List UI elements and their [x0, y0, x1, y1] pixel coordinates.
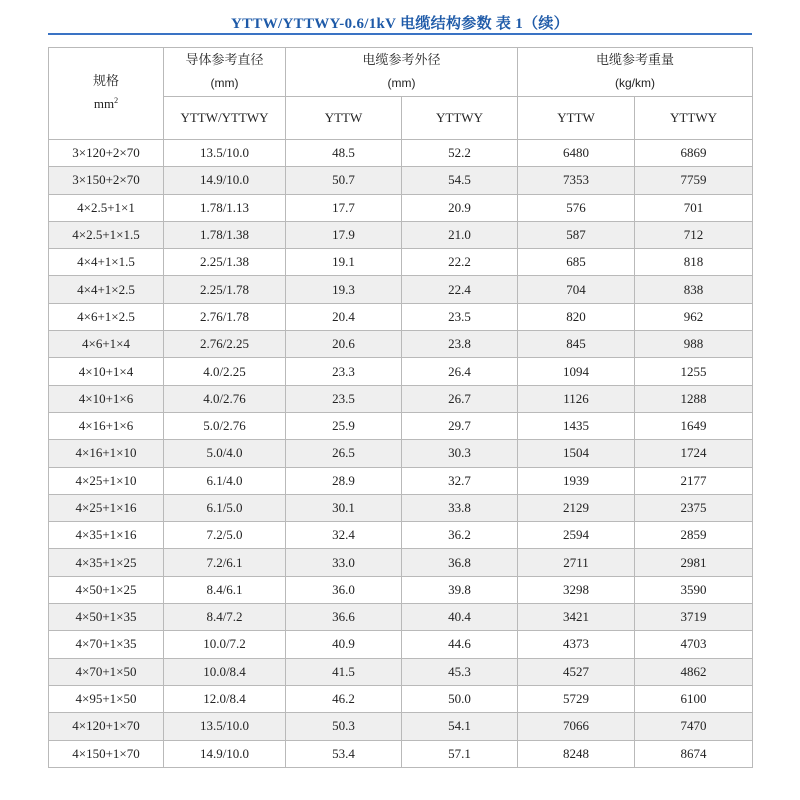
- conductor-diameter-cell: 6.1/5.0: [164, 494, 286, 521]
- table-row: [49, 685, 753, 712]
- weight-yttwy-cell: 4703: [635, 631, 753, 658]
- table-body: [49, 140, 753, 768]
- spec-cell: 3×120+2×70: [49, 140, 164, 167]
- spec-cell: 4×4+1×2.5: [49, 276, 164, 303]
- table-row: [49, 494, 753, 521]
- od-yttwy-cell: 26.7: [402, 385, 518, 412]
- spec-cell: 4×2.5+1×1.5: [49, 221, 164, 248]
- table-row: [49, 249, 753, 276]
- od-subheader-yttw: YTTW: [286, 97, 402, 140]
- od-yttwy-cell: 23.8: [402, 331, 518, 358]
- spec-cell: 4×16+1×10: [49, 440, 164, 467]
- od-yttwy-cell: 44.6: [402, 631, 518, 658]
- weight-yttw-cell: 1126: [518, 385, 635, 412]
- weight-yttw-cell: 587: [518, 221, 635, 248]
- weight-unit: (kg/km): [615, 76, 656, 90]
- conductor-diameter-cell: 13.5/10.0: [164, 140, 286, 167]
- weight-yttwy-cell: 8674: [635, 740, 753, 767]
- spec-cell: 4×95+1×50: [49, 685, 164, 712]
- weight-yttwy-cell: 1649: [635, 412, 753, 439]
- weight-yttwy-cell: 7759: [635, 167, 753, 194]
- weight-yttw-cell: 4527: [518, 658, 635, 685]
- spec-cell: 4×6+1×2.5: [49, 303, 164, 330]
- od-yttw-cell: 17.7: [286, 194, 402, 221]
- conductor-diameter-cell: 1.78/1.13: [164, 194, 286, 221]
- table-title: YTTW/YTTWY-0.6/1kV 电缆结构参数 表 1（续）: [231, 16, 569, 32]
- od-yttwy-cell: 21.0: [402, 221, 518, 248]
- conductor-diameter-cell: 8.4/6.1: [164, 576, 286, 603]
- table-row: [49, 276, 753, 303]
- weight-yttw-cell: 7066: [518, 713, 635, 740]
- conductor-diameter-header: [164, 48, 286, 97]
- weight-yttwy-cell: 6869: [635, 140, 753, 167]
- weight-yttw-cell: 1094: [518, 358, 635, 385]
- weight-yttw-cell: 820: [518, 303, 635, 330]
- table-row: [49, 167, 753, 194]
- od-yttw-cell: 19.1: [286, 249, 402, 276]
- spec-cell: 4×35+1×25: [49, 549, 164, 576]
- od-yttw-cell: 36.6: [286, 604, 402, 631]
- table-row: [49, 576, 753, 603]
- weight-yttwy-cell: 2375: [635, 494, 753, 521]
- table-row: [49, 713, 753, 740]
- od-yttw-cell: 33.0: [286, 549, 402, 576]
- spec-cell: 4×70+1×50: [49, 658, 164, 685]
- conductor-subheader: YTTW/YTTWY: [164, 97, 286, 140]
- conductor-diameter-cell: 1.78/1.38: [164, 221, 286, 248]
- table-row: [49, 631, 753, 658]
- weight-yttwy-cell: 701: [635, 194, 753, 221]
- weight-yttw-cell: 2711: [518, 549, 635, 576]
- weight-yttw-cell: 7353: [518, 167, 635, 194]
- spec-cell: 4×50+1×25: [49, 576, 164, 603]
- conductor-diameter-cell: 10.0/8.4: [164, 658, 286, 685]
- conductor-diameter-cell: 10.0/7.2: [164, 631, 286, 658]
- od-yttwy-cell: 32.7: [402, 467, 518, 494]
- weight-yttwy-cell: 2859: [635, 522, 753, 549]
- weight-yttwy-cell: 3590: [635, 576, 753, 603]
- weight-yttwy-cell: 838: [635, 276, 753, 303]
- weight-yttwy-cell: 712: [635, 221, 753, 248]
- table-row: [49, 604, 753, 631]
- od-yttw-cell: 19.3: [286, 276, 402, 303]
- weight-yttwy-cell: 2981: [635, 549, 753, 576]
- weight-yttw-cell: 845: [518, 331, 635, 358]
- od-yttwy-cell: 33.8: [402, 494, 518, 521]
- od-yttw-cell: 23.3: [286, 358, 402, 385]
- od-yttw-cell: 36.0: [286, 576, 402, 603]
- conductor-diameter-cell: 8.4/7.2: [164, 604, 286, 631]
- od-yttwy-cell: 30.3: [402, 440, 518, 467]
- table-row: [49, 440, 753, 467]
- table-row: [49, 303, 753, 330]
- weight-yttwy-cell: 7470: [635, 713, 753, 740]
- od-yttwy-cell: 45.3: [402, 658, 518, 685]
- spec-cell: 3×150+2×70: [49, 167, 164, 194]
- od-yttwy-cell: 36.8: [402, 549, 518, 576]
- spec-cell: 4×50+1×35: [49, 604, 164, 631]
- conductor-diameter-cell: 2.25/1.38: [164, 249, 286, 276]
- od-yttw-cell: 30.1: [286, 494, 402, 521]
- weight-yttw-cell: 1939: [518, 467, 635, 494]
- table-row: [49, 385, 753, 412]
- od-yttwy-cell: 26.4: [402, 358, 518, 385]
- table-row: [49, 467, 753, 494]
- weight-yttw-cell: 685: [518, 249, 635, 276]
- od-yttwy-cell: 50.0: [402, 685, 518, 712]
- table-row: [49, 658, 753, 685]
- table-row: [49, 140, 753, 167]
- od-yttw-cell: 46.2: [286, 685, 402, 712]
- weight-header: [518, 48, 753, 97]
- weight-yttwy-cell: 6100: [635, 685, 753, 712]
- table-row: [49, 221, 753, 248]
- spec-cell: 4×70+1×35: [49, 631, 164, 658]
- conductor-diameter-cell: 7.2/6.1: [164, 549, 286, 576]
- od-yttwy-cell: 36.2: [402, 522, 518, 549]
- spec-label: 规格: [92, 74, 119, 89]
- weight-subheader-yttw: YTTW: [518, 97, 635, 140]
- weight-yttwy-cell: 4862: [635, 658, 753, 685]
- od-yttw-cell: 50.3: [286, 713, 402, 740]
- weight-yttw-cell: 1504: [518, 440, 635, 467]
- od-yttwy-cell: 20.9: [402, 194, 518, 221]
- conductor-label: 导体参考直径: [185, 53, 264, 68]
- weight-label: 电缆参考重量: [596, 53, 675, 68]
- weight-yttw-cell: 5729: [518, 685, 635, 712]
- od-yttw-cell: 17.9: [286, 221, 402, 248]
- spec-header: [49, 48, 164, 140]
- weight-yttwy-cell: 962: [635, 303, 753, 330]
- conductor-diameter-cell: 2.76/1.78: [164, 303, 286, 330]
- table-row: [49, 412, 753, 439]
- spec-cell: 4×150+1×70: [49, 740, 164, 767]
- conductor-diameter-cell: 14.9/10.0: [164, 740, 286, 767]
- od-yttwy-cell: 22.2: [402, 249, 518, 276]
- title-rule: [48, 33, 752, 35]
- conductor-unit: (mm): [210, 76, 239, 90]
- table-row: [49, 194, 753, 221]
- od-yttw-cell: 20.4: [286, 303, 402, 330]
- weight-yttwy-cell: 1255: [635, 358, 753, 385]
- table-row: [49, 522, 753, 549]
- spec-cell: 4×25+1×16: [49, 494, 164, 521]
- conductor-diameter-cell: 5.0/4.0: [164, 440, 286, 467]
- conductor-diameter-cell: 2.76/2.25: [164, 331, 286, 358]
- conductor-diameter-cell: 7.2/5.0: [164, 522, 286, 549]
- weight-yttwy-cell: 988: [635, 331, 753, 358]
- od-yttwy-cell: 29.7: [402, 412, 518, 439]
- table-row: [49, 549, 753, 576]
- weight-yttw-cell: 2594: [518, 522, 635, 549]
- od-yttwy-cell: 23.5: [402, 303, 518, 330]
- weight-yttwy-cell: 1288: [635, 385, 753, 412]
- od-yttwy-cell: 54.5: [402, 167, 518, 194]
- weight-yttw-cell: 1435: [518, 412, 635, 439]
- conductor-diameter-cell: 2.25/1.78: [164, 276, 286, 303]
- od-yttwy-cell: 22.4: [402, 276, 518, 303]
- spec-cell: 4×16+1×6: [49, 412, 164, 439]
- weight-yttw-cell: 8248: [518, 740, 635, 767]
- od-yttwy-cell: 57.1: [402, 740, 518, 767]
- spec-cell: 4×2.5+1×1: [49, 194, 164, 221]
- spec-cell: 4×35+1×16: [49, 522, 164, 549]
- od-yttw-cell: 20.6: [286, 331, 402, 358]
- cable-parameter-table: [48, 47, 753, 768]
- table-row: [49, 740, 753, 767]
- conductor-diameter-cell: 13.5/10.0: [164, 713, 286, 740]
- weight-yttw-cell: 4373: [518, 631, 635, 658]
- weight-yttwy-cell: 818: [635, 249, 753, 276]
- od-yttw-cell: 41.5: [286, 658, 402, 685]
- od-subheader-yttwy: YTTWY: [402, 97, 518, 140]
- od-yttw-cell: 48.5: [286, 140, 402, 167]
- weight-yttw-cell: 576: [518, 194, 635, 221]
- outer-diameter-header: [286, 48, 518, 97]
- od-unit: (mm): [387, 76, 416, 90]
- conductor-diameter-cell: 12.0/8.4: [164, 685, 286, 712]
- weight-yttw-cell: 704: [518, 276, 635, 303]
- weight-yttw-cell: 3421: [518, 604, 635, 631]
- od-yttw-cell: 28.9: [286, 467, 402, 494]
- od-yttw-cell: 32.4: [286, 522, 402, 549]
- spec-cell: 4×4+1×1.5: [49, 249, 164, 276]
- spec-unit: $mm^2$: [93, 96, 119, 111]
- spec-cell: 4×10+1×6: [49, 385, 164, 412]
- od-yttw-cell: 25.9: [286, 412, 402, 439]
- conductor-diameter-cell: 5.0/2.76: [164, 412, 286, 439]
- od-yttwy-cell: 40.4: [402, 604, 518, 631]
- table-row: [49, 331, 753, 358]
- weight-yttw-cell: 2129: [518, 494, 635, 521]
- spec-cell: 4×6+1×4: [49, 331, 164, 358]
- conductor-diameter-cell: 4.0/2.25: [164, 358, 286, 385]
- spec-cell: 4×120+1×70: [49, 713, 164, 740]
- od-yttw-cell: 53.4: [286, 740, 402, 767]
- conductor-diameter-cell: 14.9/10.0: [164, 167, 286, 194]
- spec-cell: 4×10+1×4: [49, 358, 164, 385]
- od-yttwy-cell: 54.1: [402, 713, 518, 740]
- od-yttwy-cell: 39.8: [402, 576, 518, 603]
- od-yttw-cell: 26.5: [286, 440, 402, 467]
- od-yttw-cell: 23.5: [286, 385, 402, 412]
- od-label: 电缆参考外径: [362, 53, 441, 68]
- od-yttw-cell: 40.9: [286, 631, 402, 658]
- weight-yttw-cell: 3298: [518, 576, 635, 603]
- weight-yttwy-cell: 2177: [635, 467, 753, 494]
- spec-cell: 4×25+1×10: [49, 467, 164, 494]
- conductor-diameter-cell: 6.1/4.0: [164, 467, 286, 494]
- weight-yttw-cell: 6480: [518, 140, 635, 167]
- weight-subheader-yttwy: YTTWY: [635, 97, 753, 140]
- conductor-diameter-cell: 4.0/2.76: [164, 385, 286, 412]
- od-yttwy-cell: 52.2: [402, 140, 518, 167]
- table-row: [49, 358, 753, 385]
- weight-yttwy-cell: 1724: [635, 440, 753, 467]
- weight-yttwy-cell: 3719: [635, 604, 753, 631]
- od-yttw-cell: 50.7: [286, 167, 402, 194]
